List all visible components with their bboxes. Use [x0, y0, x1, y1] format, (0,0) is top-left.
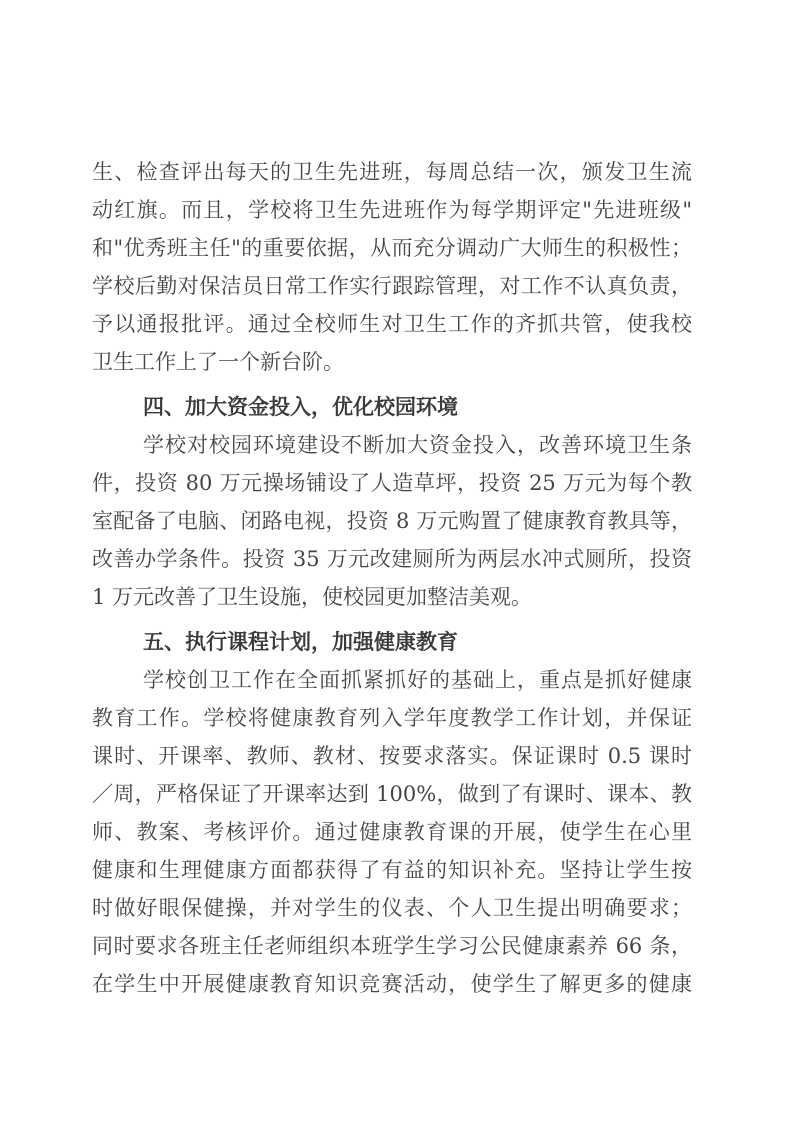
- paragraph: [92, 153, 692, 381]
- text-line: 和"优秀班主任"的重要依据，从而充分调动广大师生的积极性；: [92, 236, 692, 260]
- text-line: 时做好眼保健操，并对学生的仪表、个人卫生提出明确要求；: [92, 896, 692, 920]
- text-line: 件，投资 80 万元操场铺设了人造草坪，投资 25 万元为每个教: [92, 471, 692, 495]
- document-content: [92, 153, 692, 1003]
- text-line: 课时、开课率、教师、教材、按要求落实。保证课时 0.5 课时: [92, 744, 692, 768]
- text-line: 学校后勤对保洁员日常工作实行跟踪管理，对工作不认真负责，: [92, 274, 692, 298]
- text-line: 同时要求各班主任老师组织本班学生学习公民健康素养 66 条，: [92, 934, 692, 958]
- text-line: 学校创卫工作在全面抓紧抓好的基础上，重点是抓好健康: [143, 668, 692, 692]
- text-line: 生、检查评出每天的卫生先进班，每周总结一次，颁发卫生流: [92, 160, 692, 184]
- text-line: 卫生工作上了一个新台阶。: [92, 350, 344, 374]
- text-line: 健康和生理健康方面都获得了有益的知识补充。坚持让学生按: [92, 858, 692, 882]
- section-heading: 四、加大资金投入，优化校园环境: [143, 394, 458, 419]
- section-heading: 五、执行课程计划，加强健康教育: [143, 629, 458, 654]
- text-line: 学校对校园环境建设不断加大资金投入，改善环境卫生条: [143, 433, 692, 457]
- text-line: 师、教案、考核评价。通过健康教育课的开展，使学生在心里: [92, 820, 692, 844]
- paragraph: [92, 661, 692, 1003]
- text-line: 动红旗。而且，学校将卫生先进班作为每学期评定"先进班级": [92, 198, 692, 222]
- paragraph: [92, 426, 692, 616]
- text-line: ／周，严格保证了开课率达到 100%，做到了有课时、课本、教: [92, 782, 692, 806]
- text-line: 改善办学条件。投资 35 万元改建厕所为两层水冲式厕所，投资: [92, 547, 692, 571]
- text-line: 室配备了电脑、闭路电视，投资 8 万元购置了健康教育教具等，: [92, 509, 692, 533]
- text-line: 教育工作。学校将健康教育列入学年度教学工作计划，并保证: [92, 706, 692, 730]
- text-line: 1 万元改善了卫生设施，使校园更加整洁美观。: [92, 585, 533, 609]
- text-line: 在学生中开展健康教育知识竞赛活动，使学生了解更多的健康: [92, 972, 692, 996]
- text-line: 予以通报批评。通过全校师生对卫生工作的齐抓共管，使我校: [92, 312, 692, 336]
